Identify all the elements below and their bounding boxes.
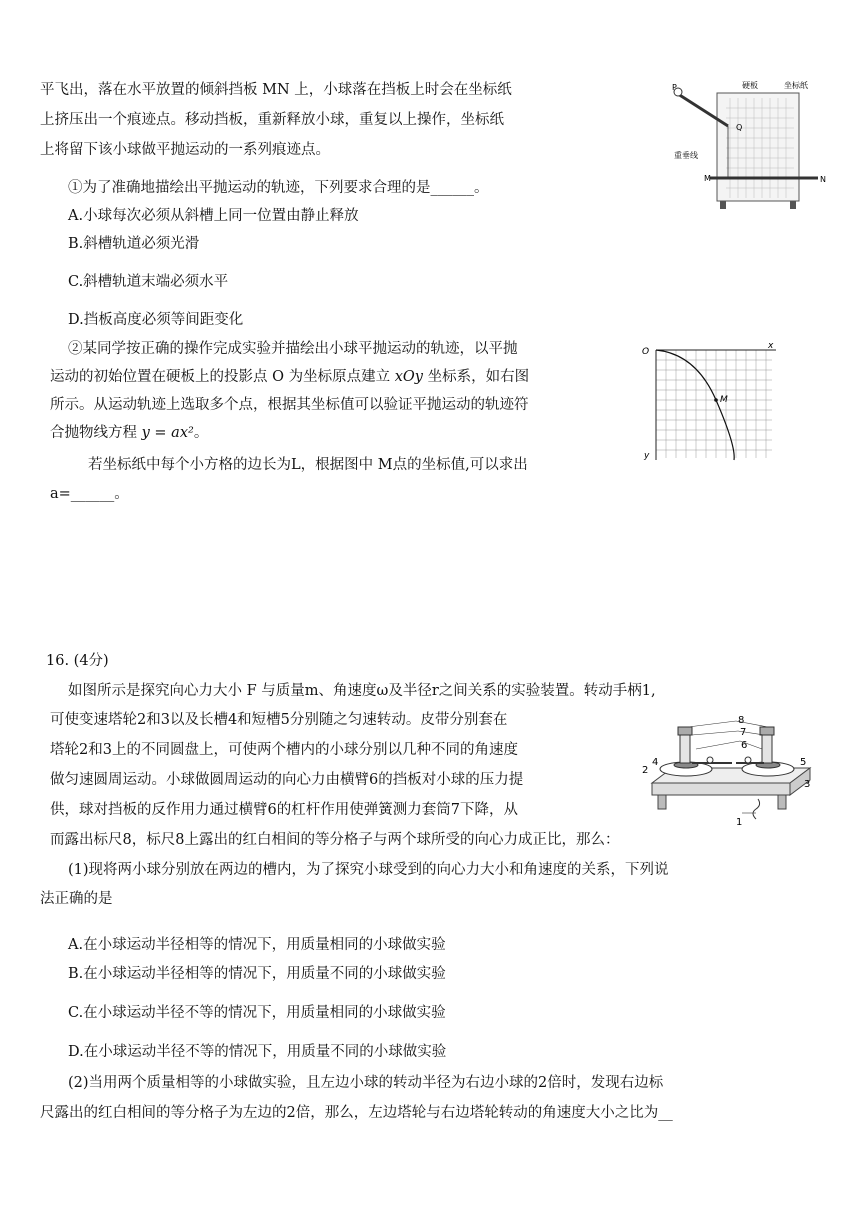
q15-sub-question-2-line-5: 若坐标纸中每个小方格的边长为L，根据图中 M点的坐标值,可以求出: [88, 457, 528, 473]
label-y-axis: y: [644, 451, 650, 461]
label-coordinate-paper: 坐标纸: [784, 81, 808, 90]
q16-paragraph-line-2: 可使变速塔轮2和3以及长槽4和短槽5分别随之匀速转动。皮带分别套在: [50, 712, 508, 728]
label-x-axis: x: [768, 341, 774, 351]
q16-option-d: D.在小球运动半径不等的情况下，用质量不同的小球做实验: [68, 1044, 447, 1060]
label-6: 6: [741, 740, 748, 751]
label-3: 3: [804, 779, 811, 790]
q15-paragraph-line-2: 上挤压出一个痕迹点。移动挡板，重新释放小球，重复以上操作，坐标纸: [40, 112, 504, 128]
label-q: Q: [736, 123, 743, 132]
centripetal-force-apparatus-figure: [640, 713, 820, 831]
label-origin: O: [642, 347, 650, 357]
q16-sub-question-1-line-1: (1)现将两小球分别放在两边的槽内，为了探究小球受到的向心力大小和角速度的关系，下列说: [68, 862, 669, 878]
label-2: 2: [642, 765, 649, 776]
q16-option-a: A.在小球运动半径相等的情况下，用质量相同的小球做实验: [68, 937, 446, 953]
q15-option-d: D.挡板高度必须等间距变化: [68, 312, 244, 328]
q16-paragraph-line-1: 如图所示是探究向心力大小 F 与质量m、角速度ω及半径r之间关系的实验装置。转动手柄1,: [68, 683, 656, 699]
q16-option-b: B.在小球运动半径相等的情况下，用质量不同的小球做实验: [68, 966, 446, 982]
label-5: 5: [800, 757, 807, 768]
q15-option-c: C.斜槽轨道末端必须水平: [68, 274, 229, 290]
q15-option-b: B.斜槽轨道必须光滑: [68, 236, 200, 252]
q16-paragraph-line-5: 供，球对挡板的反作用力通过横臂6的杠杆作用使弹簧测力套筒7下降，从: [50, 802, 518, 818]
label-point-m: M: [720, 395, 728, 405]
label-p: P: [672, 83, 677, 92]
q16-paragraph-line-3: 塔轮2和3上的不同圆盘上，可使两个槽内的小球分别以几种不同的角速度: [50, 742, 518, 758]
q15-paragraph-line-1: 平飞出，落在水平放置的倾斜挡板 MN 上，小球落在挡板上时会在坐标纸: [40, 82, 512, 98]
q16-option-c: C.在小球运动半径不等的情况下，用质量相同的小球做实验: [68, 1005, 446, 1021]
label-plumb-line: 重垂线: [674, 151, 698, 160]
q15-sub-question-1: ①为了准确地描绘出平抛运动的轨迹，下列要求合理的是______。: [68, 180, 489, 196]
q15-sub-question-2-line-3: 所示。从运动轨迹上选取多个点，根据其坐标值可以验证平抛运动的轨迹符: [50, 397, 529, 413]
label-1: 1: [736, 817, 743, 828]
q16-sub-question-2-line-1: (2)当用两个质量相等的小球做实验，且左边小球的转动半径为右边小球的2倍时，发现右边标: [68, 1075, 664, 1091]
label-n: N: [820, 175, 826, 184]
q16-header: 16. (4分): [46, 653, 109, 669]
label-8: 8: [738, 715, 745, 726]
q16-paragraph-line-6: 而露出标尺8，标尺8上露出的红白相间的等分格子与两个球所受的向心力成正比，那么：: [50, 832, 620, 848]
q15-answer-blank: a=______。: [50, 486, 129, 502]
q15-sub-question-2-line-1: ②某同学按正确的操作完成实验并描绘出小球平抛运动的轨迹，以平抛: [68, 341, 518, 357]
label-7: 7: [740, 727, 747, 738]
q15-sub-question-2-line-4: 合抛物线方程 y = ax²。: [50, 425, 209, 441]
trajectory-grid-figure: [636, 340, 786, 466]
q15-option-a: A.小球每次必须从斜槽上同一位置由静止释放: [68, 208, 359, 224]
label-board: 硬板: [742, 81, 758, 90]
label-4: 4: [652, 757, 659, 768]
flat-throw-apparatus-figure: [670, 78, 830, 216]
q16-sub-question-1-line-2: 法正确的是: [40, 891, 113, 907]
q16-paragraph-line-4: 做匀速圆周运动。小球做圆周运动的向心力由横臂6的挡板对小球的压力提: [50, 772, 524, 788]
q15-sub-question-2-line-2: 运动的初始位置在硬板上的投影点 O 为坐标原点建立 xOy 坐标系，如右图: [50, 369, 530, 385]
q16-sub-question-2-line-2: 尺露出的红白相间的等分格子为左边的2倍，那么，左边塔轮与右边塔轮转动的角速度大小之比为__: [40, 1105, 673, 1121]
label-m: M: [704, 174, 711, 183]
q15-paragraph-line-3: 上将留下该小球做平抛运动的一系列痕迹点。: [40, 142, 330, 158]
